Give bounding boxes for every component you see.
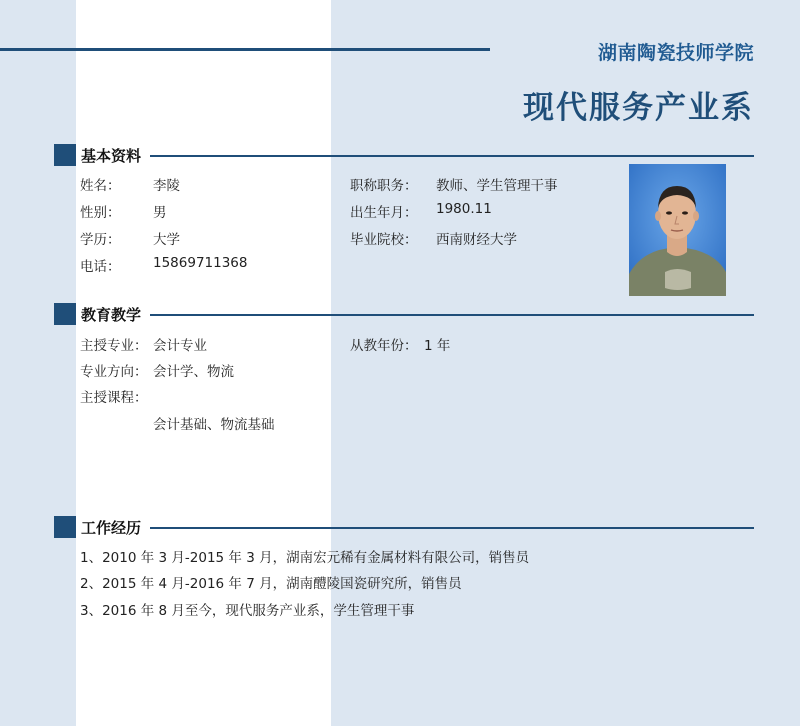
portrait-illustration bbox=[629, 164, 726, 296]
name-label: 姓名： bbox=[80, 178, 121, 194]
title-value: 教师、学生管理干事 bbox=[436, 178, 558, 194]
section-title-basic: 基本资料 bbox=[81, 147, 142, 165]
graduation-school-value: 西南财经大学 bbox=[436, 232, 517, 248]
section-square-icon bbox=[54, 516, 76, 538]
teaching-years-label: 从教年份： bbox=[350, 338, 418, 354]
section-title-teaching: 教育教学 bbox=[81, 306, 142, 324]
section-teaching bbox=[54, 303, 754, 325]
education-value: 大学 bbox=[153, 232, 180, 248]
courses-value: 会计基础、物流基础 bbox=[153, 417, 275, 433]
direction-value: 会计学、物流 bbox=[153, 364, 234, 380]
title-label: 职称职务： bbox=[350, 178, 418, 194]
work-item: 3、2016 年 8 月至今，现代服务产业系，学生管理干事 bbox=[80, 603, 415, 619]
phone-value: 15869711368 bbox=[153, 255, 248, 271]
courses-label: 主授课程： bbox=[80, 390, 148, 406]
portrait-photo bbox=[629, 164, 726, 296]
education-label: 学历： bbox=[80, 232, 121, 248]
name-value: 李陵 bbox=[153, 178, 180, 194]
school-name: 湖南陶瓷技师学院 bbox=[597, 42, 754, 64]
section-square-icon bbox=[54, 144, 76, 166]
section-square-icon bbox=[54, 303, 76, 325]
phone-label: 电话： bbox=[80, 259, 121, 275]
teaching-years-value: 1 年 bbox=[424, 338, 451, 354]
birth-label: 出生年月： bbox=[350, 205, 418, 221]
work-item: 2、2015 年 4 月-2016 年 7 月，湖南醴陵国瓷研究所，销售员 bbox=[80, 576, 462, 592]
work-item: 1、2010 年 3 月-2015 年 3 月，湖南宏元稀有金属材料有限公司，销售员 bbox=[80, 550, 530, 566]
birth-value: 1980.11 bbox=[436, 201, 492, 217]
major-label: 主授专业： bbox=[80, 338, 148, 354]
section-title-work: 工作经历 bbox=[81, 519, 142, 537]
section-rule bbox=[150, 314, 754, 316]
gender-value: 男 bbox=[153, 205, 167, 221]
department-name: 现代服务产业系 bbox=[523, 90, 754, 126]
gender-label: 性别： bbox=[80, 205, 121, 221]
section-work-experience bbox=[54, 516, 754, 538]
graduation-school-label: 毕业院校： bbox=[350, 232, 418, 248]
section-rule bbox=[150, 155, 754, 157]
section-basic-info bbox=[54, 144, 754, 166]
top-rule bbox=[0, 48, 490, 51]
major-value: 会计专业 bbox=[153, 338, 207, 354]
direction-label: 专业方向： bbox=[80, 364, 148, 380]
section-rule bbox=[150, 527, 754, 529]
